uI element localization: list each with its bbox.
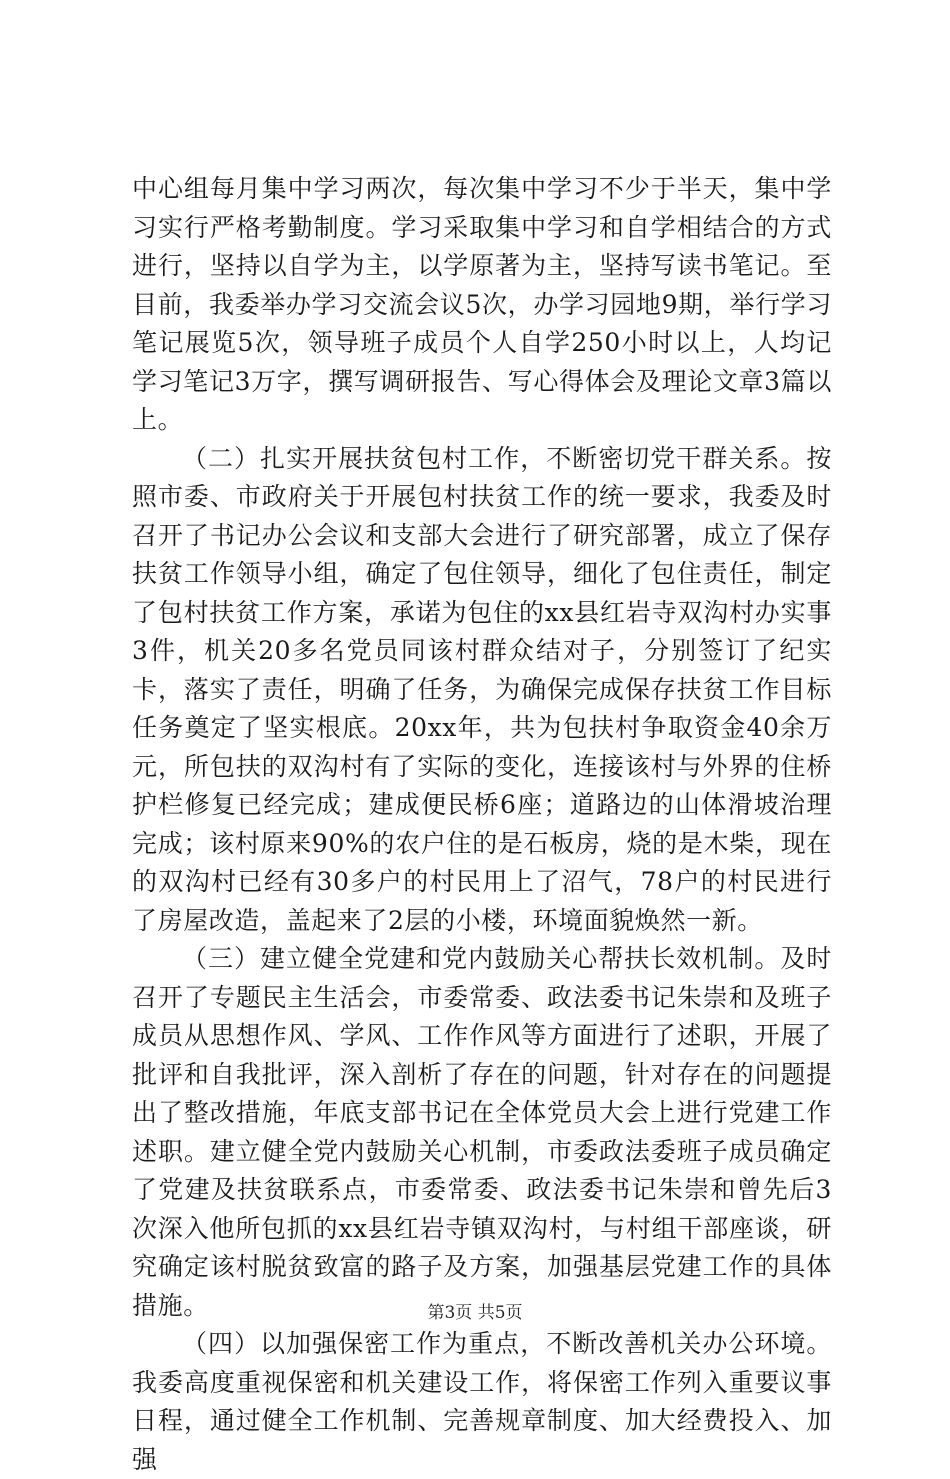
paragraph-continued: 中心组每月集中学习两次，每次集中学习不少于半天，集中学习实行严格考勤制度。学习采取集中学习和自学相结合的方式进行，坚持以自学为主，以学原著为主，坚持写读书笔记。至目前，我委举办学习交流会议5次，办学习园地9期，举行学习笔记展览5次，领导班子成员个人自学250小时以上，人均记学习笔记3万字，撰写调研报告、写心得体会及理论文章3篇以上。	[132, 174, 832, 434]
page-footer	[0, 1302, 950, 1324]
paragraph-section-three: （三）建立健全党建和党内鼓励关心帮扶长效机制。及时召开了专题民主生活会，市委常委、政法委书记朱崇和及班子成员从思想作风、学风、工作作风等方面进行了述职，开展了批评和自我批评，深入剖析了存在的问题，针对存在的问题提出了整改措施，年底支部书记在全体党员大会上进行党建工作述职。建立健全党内鼓励关心机制，市委政法委班子成员确定了党建及扶贫联系点，市委常委、政法委书记朱崇和曾先后3次深入他所包抓的xx县红岩寺镇双沟村，与村组干部座谈，研究确定该村脱贫致富的路子及方案，加强基层党建工作的具体措施。	[132, 944, 832, 1320]
paragraph-section-two: （二）扎实开展扶贫包村工作，不断密切党干群关系。按照市委、市政府关于开展包村扶贫工作的统一要求，我委及时召开了书记办公会议和支部大会进行了研究部署，成立了保存扶贫工作领导小组，确定了包住领导，细化了包住责任，制定了包村扶贫工作方案，承诺为包住的xx县红岩寺双沟村办实事3件，机关20多名党员同该村群众结对子，分别签订了纪实卡，落实了责任，明确了任务，为确保完成保存扶贫工作目标任务奠定了坚实根底。20xx年，共为包扶村争取资金40余万元，所包扶的双沟村有了实际的变化，连接该村与外界的住桥护栏修复已经完成；建成便民桥6座；道路边的山体滑坡治理完成；该村原来90%的农户住的是石板房，烧的是木柴，现在的双沟村已经有30多户的村民用上了沼气，78户的村民进行了房屋改造，盖起来了2层的小楼，环境面貌焕然一新。	[132, 443, 832, 935]
paragraph-section-four: （四）以加强保密工作为重点，不断改善机关办公环境。我委高度重视保密和机关建设工作，将保密工作列入重要议事日程，通过健全工作机制、完善规章制度、加大经费投入、加强	[132, 1329, 832, 1474]
body-text	[132, 170, 832, 1479]
page-number-label: 第3页 共5页	[427, 1303, 523, 1323]
